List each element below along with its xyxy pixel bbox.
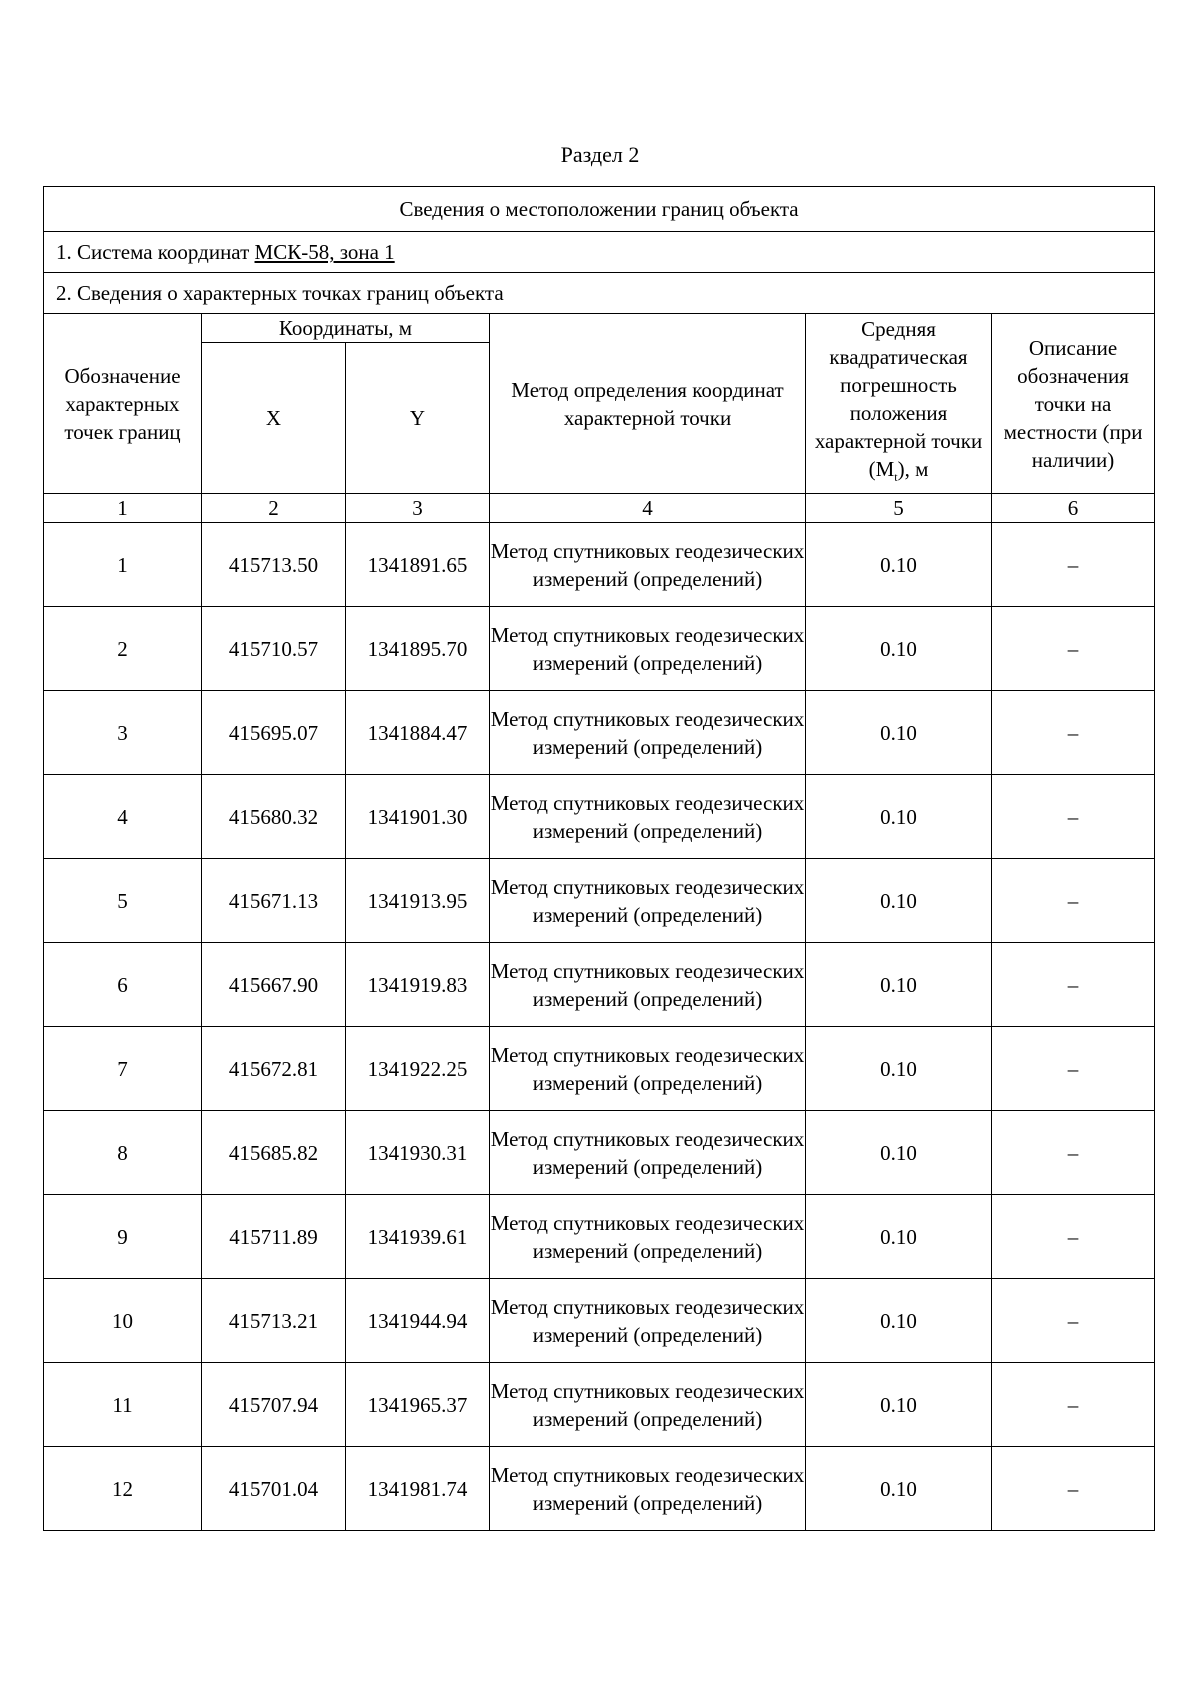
- header-x: X: [202, 343, 346, 494]
- boundary-points-table: [43, 186, 1155, 1531]
- point-number: 3: [44, 691, 202, 775]
- method: Метод спутниковых геодезических измерений (определений): [490, 1447, 806, 1531]
- description: –: [992, 1279, 1155, 1363]
- accuracy: 0.10: [806, 607, 992, 691]
- table-title-row: [44, 187, 1155, 232]
- table-row: [44, 1279, 1155, 1363]
- description: –: [992, 1195, 1155, 1279]
- table-row: [44, 1027, 1155, 1111]
- table-row: [44, 523, 1155, 607]
- coord-x: 415713.21: [202, 1279, 346, 1363]
- point-number: 12: [44, 1447, 202, 1531]
- accuracy: 0.10: [806, 1279, 992, 1363]
- method: Метод спутниковых геодезических измерений (определений): [490, 523, 806, 607]
- coord-x: 415713.50: [202, 523, 346, 607]
- description: –: [992, 523, 1155, 607]
- coord-x: 415707.94: [202, 1363, 346, 1447]
- coord-system-label: 1. Система координат: [56, 240, 250, 264]
- method: Метод спутниковых геодезических измерений (определений): [490, 943, 806, 1027]
- table-row: [44, 943, 1155, 1027]
- accuracy: 0.10: [806, 1363, 992, 1447]
- point-number: 7: [44, 1027, 202, 1111]
- coord-y: 1341965.37: [346, 1363, 490, 1447]
- coord-system-row: [44, 232, 1155, 273]
- coord-x: 415672.81: [202, 1027, 346, 1111]
- column-number: 2: [202, 494, 346, 523]
- header-designation: Обозначение характерных точек границ: [44, 314, 202, 494]
- description: –: [992, 943, 1155, 1027]
- coord-system-cell: [44, 232, 1155, 273]
- description: –: [992, 1363, 1155, 1447]
- point-number: 1: [44, 523, 202, 607]
- coord-x: 415667.90: [202, 943, 346, 1027]
- point-number: 10: [44, 1279, 202, 1363]
- point-number: 11: [44, 1363, 202, 1447]
- accuracy: 0.10: [806, 1027, 992, 1111]
- description: –: [992, 859, 1155, 943]
- description: –: [992, 1027, 1155, 1111]
- coord-y: 1341895.70: [346, 607, 490, 691]
- coord-y: 1341930.31: [346, 1111, 490, 1195]
- description: –: [992, 691, 1155, 775]
- column-number: 5: [806, 494, 992, 523]
- method: Метод спутниковых геодезических измерений (определений): [490, 775, 806, 859]
- table-row: [44, 1363, 1155, 1447]
- method: Метод спутниковых геодезических измерений (определений): [490, 1363, 806, 1447]
- coord-y: 1341884.47: [346, 691, 490, 775]
- header-accuracy: [806, 314, 992, 494]
- method: Метод спутниковых геодезических измерений (определений): [490, 1027, 806, 1111]
- coord-y: 1341981.74: [346, 1447, 490, 1531]
- table-row: [44, 775, 1155, 859]
- point-number: 5: [44, 859, 202, 943]
- table-row: [44, 1111, 1155, 1195]
- accuracy: 0.10: [806, 1447, 992, 1531]
- method: Метод спутниковых геодезических измерений (определений): [490, 859, 806, 943]
- coord-x: 415671.13: [202, 859, 346, 943]
- coord-y: 1341939.61: [346, 1195, 490, 1279]
- point-number: 2: [44, 607, 202, 691]
- accuracy: 0.10: [806, 691, 992, 775]
- method: Метод спутниковых геодезических измерений (определений): [490, 1111, 806, 1195]
- point-number: 6: [44, 943, 202, 1027]
- accuracy: 0.10: [806, 859, 992, 943]
- description: –: [992, 607, 1155, 691]
- coord-x: 415710.57: [202, 607, 346, 691]
- coord-x: 415685.82: [202, 1111, 346, 1195]
- description: –: [992, 775, 1155, 859]
- header-accuracy-unit: ), м: [897, 457, 929, 482]
- header-y: Y: [346, 343, 490, 494]
- header-description: Описание обозначения точки на местности (при наличии): [992, 314, 1155, 494]
- point-number: 8: [44, 1111, 202, 1195]
- coord-y: 1341922.25: [346, 1027, 490, 1111]
- coord-system-value: МСК-58, зона 1: [254, 240, 395, 264]
- coord-x: 415701.04: [202, 1447, 346, 1531]
- point-number: 9: [44, 1195, 202, 1279]
- accuracy: 0.10: [806, 1111, 992, 1195]
- method: Метод спутниковых геодезических измерений (определений): [490, 607, 806, 691]
- points-heading: 2. Сведения о характерных точках границ объекта: [44, 273, 1155, 314]
- column-numbers-row: [44, 494, 1155, 523]
- header-method: Метод определения координат характерной точки: [490, 314, 806, 494]
- point-number: 4: [44, 775, 202, 859]
- coord-x: 415680.32: [202, 775, 346, 859]
- header-coordinates: Координаты, м: [202, 314, 490, 343]
- description: –: [992, 1111, 1155, 1195]
- coord-y: 1341919.83: [346, 943, 490, 1027]
- description: –: [992, 1447, 1155, 1531]
- coord-y: 1341891.65: [346, 523, 490, 607]
- column-number: 1: [44, 494, 202, 523]
- coord-y: 1341944.94: [346, 1279, 490, 1363]
- coord-y: 1341913.95: [346, 859, 490, 943]
- table-title: Сведения о местоположении границ объекта: [44, 187, 1155, 232]
- table-row: [44, 607, 1155, 691]
- points-heading-row: [44, 273, 1155, 314]
- column-number: 3: [346, 494, 490, 523]
- coord-x: 415695.07: [202, 691, 346, 775]
- accuracy: 0.10: [806, 1195, 992, 1279]
- method: Метод спутниковых геодезических измерений (определений): [490, 1279, 806, 1363]
- accuracy: 0.10: [806, 523, 992, 607]
- table-row: [44, 1447, 1155, 1531]
- section-title: Раздел 2: [560, 142, 640, 167]
- header-accuracy-sub: t: [894, 470, 898, 485]
- table-row: [44, 859, 1155, 943]
- accuracy: 0.10: [806, 943, 992, 1027]
- table-row: [44, 1195, 1155, 1279]
- table-row: [44, 691, 1155, 775]
- accuracy: 0.10: [806, 775, 992, 859]
- coord-y: 1341901.30: [346, 775, 490, 859]
- header-row-1: [44, 314, 1155, 343]
- method: Метод спутниковых геодезических измерений (определений): [490, 691, 806, 775]
- header-accuracy-text: Средняя квадратическая погрешность положения характерной точки (M: [814, 317, 983, 482]
- column-number: 4: [490, 494, 806, 523]
- method: Метод спутниковых геодезических измерений (определений): [490, 1195, 806, 1279]
- column-number: 6: [992, 494, 1155, 523]
- coord-x: 415711.89: [202, 1195, 346, 1279]
